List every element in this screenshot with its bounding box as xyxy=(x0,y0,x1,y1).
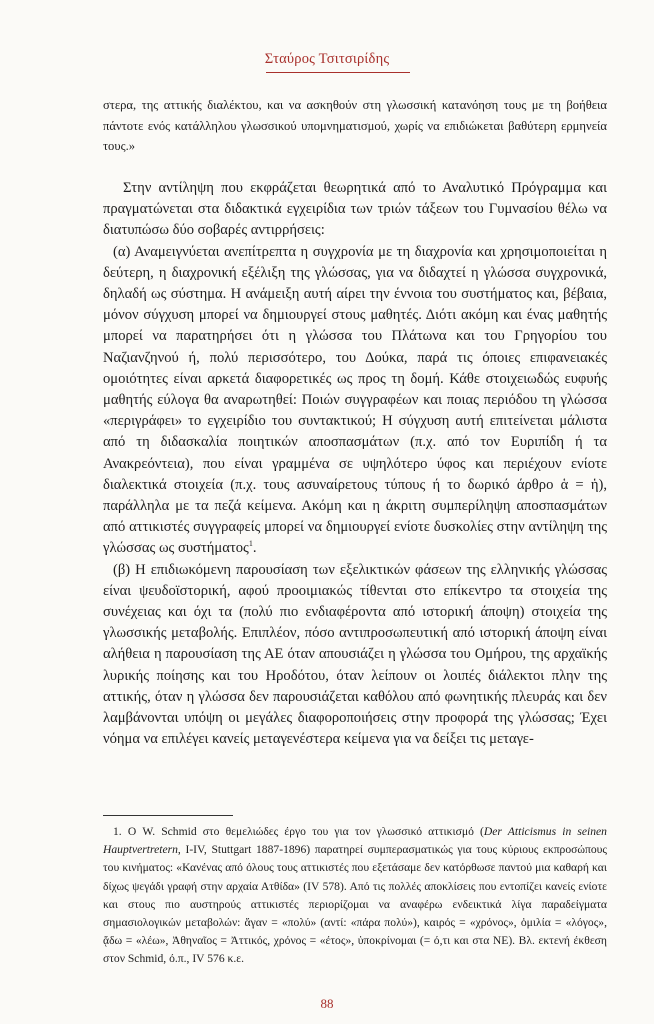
objection-a-end: . xyxy=(252,540,257,557)
footnote-examples: ἄγαν = «πολύ» (αντί: «πάρα πολύ»), καιρός = «χρόνος», ὁμιλία = «λόγος», ᾄδω = «λέω», Ἀθηναῖος = Ἀττικός, χρόνος = «έτος», ὑποκρίνομαι (= ό,τι και στα ΝΕ). Βλ. εκτενή έκθεση στον Schmid, ό.π., IV 576 κ.ε. xyxy=(103,916,607,966)
page-number: 88 xyxy=(320,996,334,1011)
quote-paragraph: στερα, της αττικής διαλέκτου, και να ασκηθούν στη γλωσσική κατανόηση τους με τη βοήθεια πάντοτε ενός κατάλληλου γλωσσικού υπομνηματισμού, χωρίς να επιδιώκεται βαθύτερη ερμηνεία τους.» xyxy=(103,98,607,153)
footnote-text-1: Ο W. Schmid στο θεμελιώδες έργο του για τον γλωσσικό αττικισμό ( xyxy=(127,825,484,838)
footnote-text-2: , I-IV, Stuttgart 1887-1896) παρατηρεί συμπερασματικώς για τους κύριους εκπροσώπους του κινήματος: «Κανένας από όλους τους αττικιστές που εξετάσαμε δεν κατόρθωσε παντού μια καθαρή και δίχως ψεγάδι γραφή στην αρχαία Ατθίδα» (IV 578). Από τις πολλές αποκλίσεις που εντοπίζει κανείς ενίοτε και στους πιο αυστηρούς αττικιστές περιορίζομαι να αναφέρω ενδεικτικά λίγα παραδείγματα σημασιολογικών μεταβολών: xyxy=(103,843,607,930)
objection-b-paragraph: (β) Η επιδιωκόμενη παρουσίαση των εξελικτικών φάσεων της ελληνικής γλώσσας είναι ψευδοϊστορική, αφού προοιμιακώς τίθενται στο επίκεντρο τα στοιχεία της συνέχειας και όχι τα (πολύ πιο ενδιαφέροντα από ιστορική άποψη) στοιχεία της γλωσσικής μεταβολής. Επιπλέον, πόσο αντιπροσωπευτική από ιστορική άποψη είναι αλήθεια η παρουσίαση της ΑΕ όταν απουσιάζει η γλώσσα του Ομήρου, της αρχαϊκής λυρικής ποίησης και του Ηροδότου, όταν λείπουν οι λοιπές διάλεκτοι πλην της αττικής, όταν η γλώσσα δεν παρουσιάζεται καθόλου από φωνητικής πλευράς και δεν λαμβάνονται υπόψη οι μεγάλες διαφοροποιήσεις στην προφορά της γλώσσας; Έχει νόημα να επιλέγει κανείς μεταγενέστερα κείμενα για να δείξει τις μεταγε- xyxy=(103,561,607,748)
footnote-separator xyxy=(103,815,233,816)
running-header: Σταύρος Τσιτσιρίδης xyxy=(264,51,390,67)
footnote-paragraph xyxy=(103,823,607,969)
quote-continuation xyxy=(103,95,607,157)
footnote xyxy=(103,823,607,969)
header-underline xyxy=(266,72,410,73)
footnote-number: 1. xyxy=(113,825,122,838)
objection-a-text: (α) Αναμειγνύεται ανεπίτρεπτα η συγχρονία με τη διαχρονία και χρησιμοποιείται η δεύτερη, η διαχρονική εξέλιξη της γλώσσας, για να διδαχτεί η γλώσσα συγχρονικά, δηλαδή ως σύστημα. Η ανάμειξη αυτή αίρει την έννοια του συστήματος και, βέβαια, μόνον σύγχυση μπορεί να δημιουργεί στους μαθητές. Διότι ακόμη και ένας μαθητής μπορεί να παρατηρήσει ότι η γλώσσα του Πλάτωνα και του Γρηγορίου του Ναζιανζηνού ή, πολύ περισσότερο, του Δούκα, παρά τις όποιες επιφανειακές ομοιότητες είναι αρκετά διαφορετικές ως προς τη δομή. Κάθε στοιχειωδώς ευφυής μαθητής εύλογα θα αναρωτηθεί: Ποιών συγγραφέων και ποιας περιόδου τη γλώσσα «περιγράφει» το εγχειρίδιο του συντακτικού; Η σύγχυση αυτή επιτείνεται μάλιστα από τη διδασκαλία ποιητικών αποσπασμάτων (π.χ. από τον Ευριπίδη ή τα Ανακρεόντεια), που είναι γραμμένα σε υψηλότερο ύφος και περιέχουν ενίοτε διαλεκτικά στοιχεία (π.χ. τους ασυναίρετους τύπους ή το δωρικό άρθρο ἁ = ἡ), παράλληλα με τα πεζά κείμενα. Ακόμη και η άκριτη συμπερίληψη αποσπασμάτων από αττικιστές συγγραφείς μπορεί να δημιουργεί ενίοτε δυσκολίες στην αντίληψη της γλώσσας ως συστήματος xyxy=(103,243,607,557)
intro-paragraph: Στην αντίληψη που εκφράζεται θεωρητικά από το Αναλυτικό Πρόγραμμα και πραγματώνεται στα διδακτικά εγχειρίδια των τριών τάξεων του Γυμνασίου θέλω να διατυπώσω δύο σοβαρές αντιρρήσεις: xyxy=(103,180,607,239)
footnote-book-title: Der Atticismus in seinen Hauptvertretern xyxy=(103,825,607,857)
objection-a-paragraph xyxy=(103,242,607,560)
main-text xyxy=(103,178,607,750)
footnote-reference[interactable]: 1 xyxy=(248,539,253,549)
